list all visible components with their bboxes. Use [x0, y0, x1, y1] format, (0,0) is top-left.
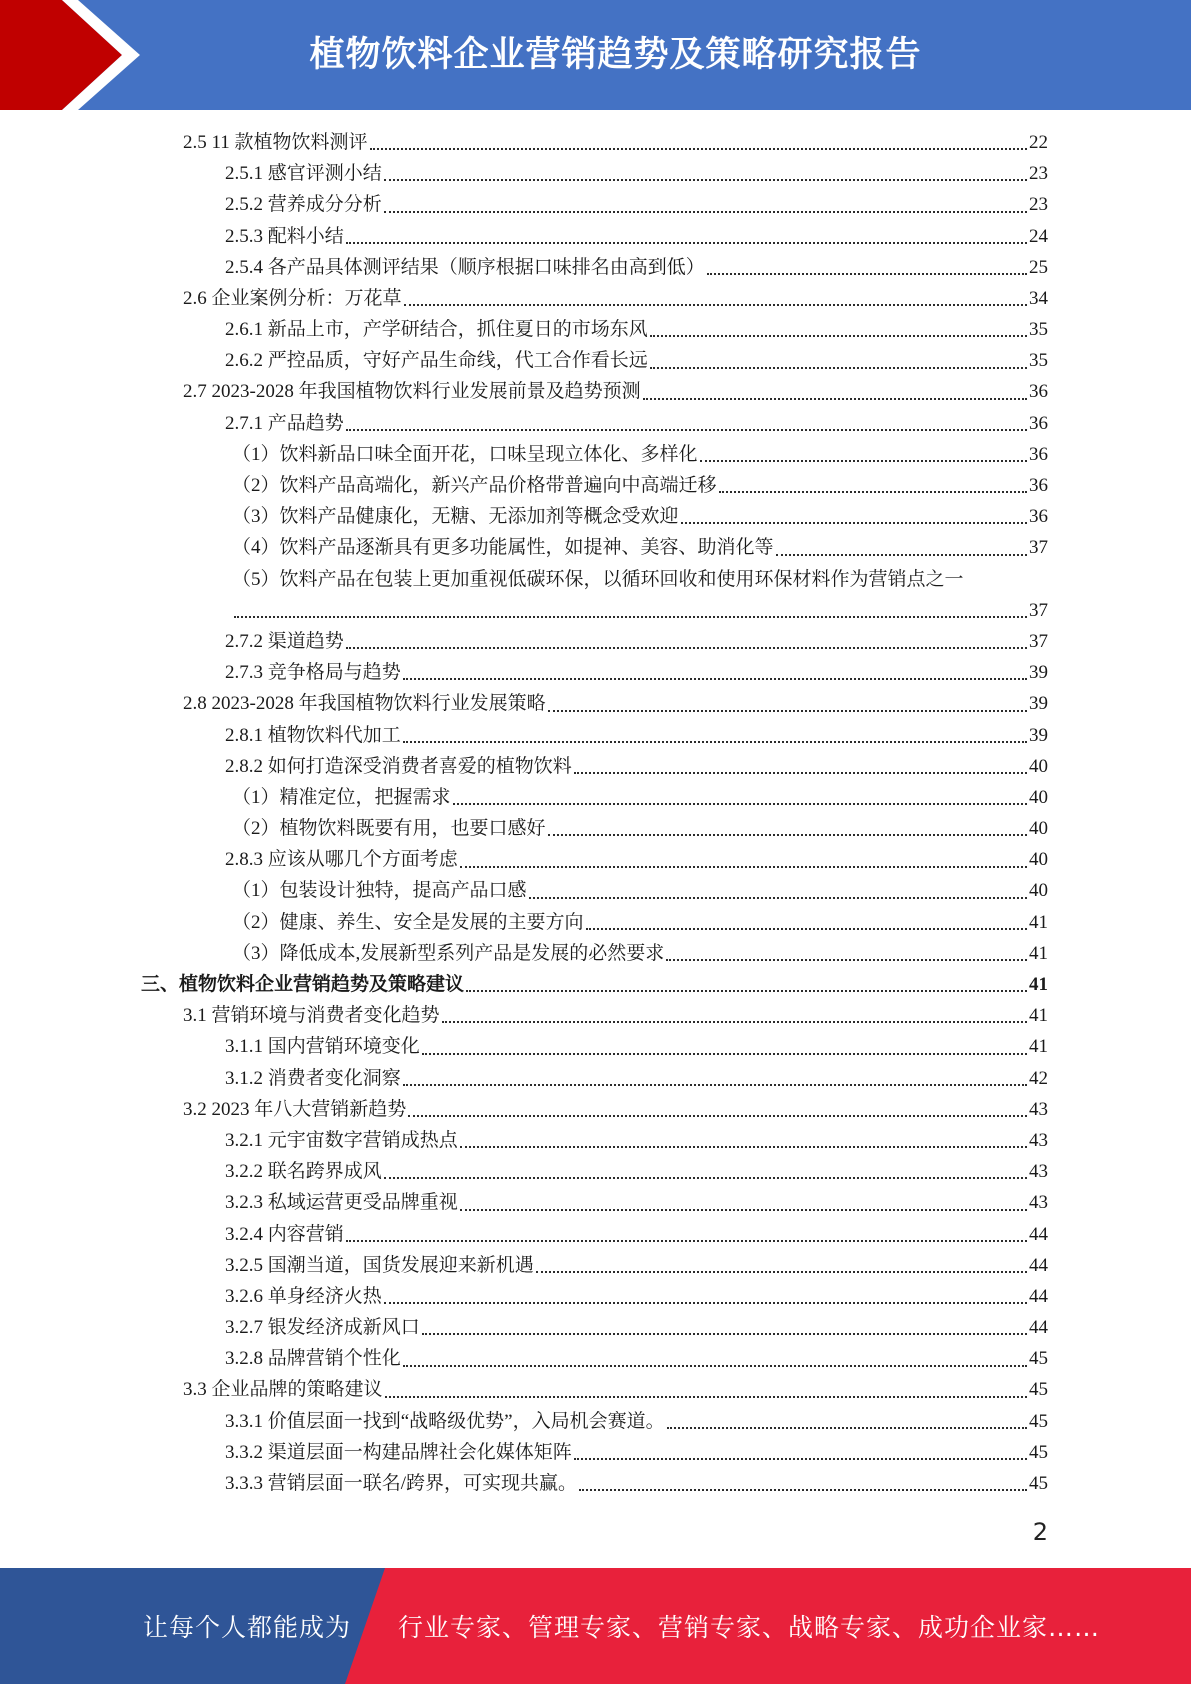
toc-entry-title: 2.7 2023-2028 年我国植物饮料行业发展前景及趋势预测	[183, 381, 641, 403]
toc-dot-leader	[442, 1020, 1027, 1023]
toc-entry-title: （5）饮料产品在包装上更加重视低碳环保，以循环回收和使用环保材料作为营销点之一	[232, 568, 964, 590]
toc-dot-leader	[404, 303, 1027, 306]
toc-entry[interactable]	[141, 813, 1048, 844]
toc-entry-page: 44	[1029, 1223, 1048, 1245]
toc-entry-title: 2.6 企业案例分析：万花草	[183, 287, 402, 309]
toc-dot-leader	[466, 989, 1027, 992]
toc-entry-title: 2.8.3 应该从哪几个方面考虑	[225, 849, 458, 871]
toc-dot-leader	[681, 521, 1027, 524]
toc-entry-title: 2.7.3 竞争格局与趋势	[225, 662, 401, 684]
toc-entry-title: 3.3.1 价值层面一找到“战略级优势”，入局机会赛道。	[225, 1410, 665, 1432]
toc-entry[interactable]	[141, 158, 1048, 189]
toc-entry-title: 2.5 11 款植物饮料测评	[183, 131, 368, 153]
toc-dot-leader	[707, 272, 1027, 275]
toc-dot-leader	[403, 740, 1027, 743]
toc-entry[interactable]	[141, 1000, 1048, 1031]
toc-dot-leader	[346, 241, 1027, 244]
toc-entry-title: 3.2.7 银发经济成新风口	[225, 1317, 420, 1339]
toc-dot-leader	[719, 490, 1027, 493]
toc-entry[interactable]	[141, 938, 1048, 969]
toc-entry-page: 22	[1029, 131, 1048, 153]
toc-entry-title: 2.5.1 感官评测小结	[225, 163, 382, 185]
toc-entry[interactable]	[141, 626, 1048, 657]
toc-entry-page: 23	[1029, 194, 1048, 216]
toc-entry-page: 37	[1029, 630, 1048, 652]
toc-entry[interactable]	[141, 844, 1048, 875]
page-number: 2	[1032, 1518, 1048, 1546]
toc-entry[interactable]	[141, 1343, 1048, 1374]
toc-entry-page: 35	[1029, 350, 1048, 372]
toc-entry-title: 2.5.4 各产品具体测评结果（顺序根据口味排名由高到低）	[225, 256, 705, 278]
toc-dot-leader	[460, 865, 1027, 868]
toc-dot-leader	[422, 1052, 1027, 1055]
toc-entry-page: 44	[1029, 1254, 1048, 1276]
toc-entry[interactable]	[141, 1219, 1048, 1250]
toc-entry-title: 3.3.3 营销层面一联名/跨界，可实现共赢。	[225, 1473, 578, 1495]
toc-dot-leader	[346, 646, 1027, 649]
toc-entry-title: （4）饮料产品逐渐具有更多功能属性，如提神、美容、助消化等	[232, 537, 774, 559]
toc-dot-leader	[403, 1083, 1027, 1086]
toc-entry[interactable]	[141, 1156, 1048, 1187]
toc-dot-leader	[643, 397, 1027, 400]
toc-dot-leader	[548, 833, 1027, 836]
toc-entry-page: 40	[1029, 880, 1048, 902]
toc-entry-page: 39	[1029, 662, 1048, 684]
toc-entry[interactable]	[141, 252, 1048, 283]
toc-entry[interactable]	[141, 1281, 1048, 1312]
toc-entry-page: 44	[1029, 1317, 1048, 1339]
toc-entry-page: 43	[1029, 1129, 1048, 1151]
toc-entry-title: 3.2.4 内容营销	[225, 1223, 344, 1245]
page-footer	[0, 1568, 1191, 1684]
toc-entry[interactable]	[141, 532, 1048, 563]
toc-entry-title: （1）饮料新品口味全面开花，口味呈现立体化、多样化	[232, 443, 698, 465]
toc-entry-page: 34	[1029, 287, 1048, 309]
toc-entry-page: 41	[1029, 1005, 1048, 1027]
toc-entry[interactable]	[141, 1437, 1048, 1468]
toc-dot-leader	[579, 1488, 1027, 1491]
toc-entry-page: 41	[1029, 942, 1048, 964]
toc-entry[interactable]	[141, 1468, 1048, 1499]
toc-entry[interactable]	[141, 876, 1048, 907]
table-of-contents	[141, 127, 1048, 1499]
toc-entry[interactable]	[141, 907, 1048, 938]
toc-entry-title: 2.6.1 新品上市，产学研结合，抓住夏日的市场东风	[225, 319, 648, 341]
toc-dot-leader	[422, 1332, 1027, 1335]
toc-dot-leader	[384, 1176, 1027, 1179]
toc-entry[interactable]	[141, 1125, 1048, 1156]
toc-entry-title: 3.3 企业品牌的策略建议	[183, 1379, 383, 1401]
toc-dot-leader	[408, 1114, 1027, 1117]
toc-entry-title: 2.8.1 植物饮料代加工	[225, 724, 401, 746]
toc-entry-page: 45	[1029, 1441, 1048, 1463]
toc-dot-leader	[574, 771, 1027, 774]
toc-dot-leader	[385, 1395, 1027, 1398]
footer-slogan-left: 让每个人都能成为	[143, 1613, 352, 1642]
toc-entry-title: 3.2.5 国潮当道，国货发展迎来新机遇	[225, 1254, 534, 1276]
toc-entry[interactable]	[141, 1375, 1048, 1406]
toc-entry-page: 45	[1029, 1348, 1048, 1370]
toc-entry-title: （1）精准定位，把握需求	[232, 786, 451, 808]
toc-entry-title: （2）饮料产品高端化，新兴产品价格带普遍向中高端迁移	[232, 475, 717, 497]
toc-dot-leader	[586, 927, 1027, 930]
toc-entry[interactable]	[141, 408, 1048, 439]
toc-entry-page: 45	[1029, 1473, 1048, 1495]
toc-entry-page: 43	[1029, 1192, 1048, 1214]
toc-entry-page: 42	[1029, 1067, 1048, 1089]
toc-entry-page: 40	[1029, 818, 1048, 840]
toc-dot-leader	[548, 709, 1027, 712]
toc-dot-leader	[700, 459, 1027, 462]
toc-entry-title: 3.1.1 国内营销环境变化	[225, 1036, 420, 1058]
toc-entry-title: 3.1 营销环境与消费者变化趋势	[183, 1005, 440, 1027]
toc-dot-leader	[384, 178, 1027, 181]
toc-entry-title: 2.7.1 产品趋势	[225, 412, 344, 434]
footer-slogan-right: 行业专家、管理专家、营销专家、战略专家、成功企业家……	[398, 1613, 1101, 1642]
toc-dot-leader	[776, 553, 1027, 556]
toc-entry-title: （1）包装设计独特，提高产品口感	[232, 880, 527, 902]
toc-entry[interactable]	[141, 564, 1048, 595]
toc-dot-leader	[536, 1270, 1027, 1273]
toc-dot-leader	[650, 334, 1027, 337]
toc-entry[interactable]	[141, 751, 1048, 782]
toc-entry-title: 2.8.2 如何打造深受消费者喜爱的植物饮料	[225, 755, 572, 777]
toc-entry-page: 36	[1029, 443, 1048, 465]
toc-entry-page: 44	[1029, 1285, 1048, 1307]
toc-entry-title: 3.3.2 渠道层面一构建品牌社会化媒体矩阵	[225, 1441, 572, 1463]
toc-entry-page: 43	[1029, 1098, 1048, 1120]
toc-dot-leader	[460, 1208, 1027, 1211]
toc-entry[interactable]	[141, 1187, 1048, 1218]
toc-entry[interactable]	[141, 127, 1048, 158]
toc-entry-page: 36	[1029, 381, 1048, 403]
toc-dot-leader	[346, 1239, 1027, 1242]
toc-entry[interactable]	[141, 314, 1048, 345]
toc-entry[interactable]	[141, 657, 1048, 688]
toc-dot-leader	[384, 210, 1027, 213]
toc-dot-leader	[370, 147, 1027, 150]
toc-entry-page: 25	[1029, 256, 1048, 278]
toc-entry-page: 40	[1029, 849, 1048, 871]
toc-entry-page: 37	[1029, 599, 1048, 621]
toc-entry-title: 3.2 2023 年八大营销新趋势	[183, 1098, 407, 1120]
toc-entry-title: （2）健康、养生、安全是发展的主要方向	[232, 911, 584, 933]
toc-entry-title: （3）饮料产品健康化，无糖、无添加剂等概念受欢迎	[232, 506, 679, 528]
toc-entry[interactable]	[141, 1406, 1048, 1437]
toc-entry-page: 35	[1029, 319, 1048, 341]
toc-entry-title: 3.2.6 单身经济火热	[225, 1285, 382, 1307]
toc-entry-title: 三、植物饮料企业营销趋势及策略建议	[141, 974, 465, 996]
toc-entry-page: 43	[1029, 1161, 1048, 1183]
toc-entry-title: 3.2.1 元宇宙数字营销成热点	[225, 1129, 458, 1151]
toc-entry-page: 45	[1029, 1410, 1048, 1432]
toc-entry-title: 2.7.2 渠道趋势	[225, 630, 344, 652]
toc-entry-page: 39	[1029, 724, 1048, 746]
toc-entry-page: 24	[1029, 225, 1048, 247]
header-chevron-decoration	[0, 0, 160, 110]
toc-entry-continuation[interactable]	[141, 595, 1048, 626]
toc-entry[interactable]	[141, 969, 1048, 1000]
toc-entry-page: 41	[1029, 911, 1048, 933]
toc-entry-page: 36	[1029, 412, 1048, 434]
toc-dot-leader	[403, 677, 1027, 680]
toc-entry-title: 3.2.3 私域运营更受品牌重视	[225, 1192, 458, 1214]
toc-dot-leader	[453, 802, 1027, 805]
toc-entry[interactable]	[141, 470, 1048, 501]
toc-entry-title: 3.2.8 品牌营销个性化	[225, 1348, 401, 1370]
toc-dot-leader	[346, 428, 1027, 431]
toc-entry-page: 40	[1029, 755, 1048, 777]
toc-entry-title: 2.5.2 营养成分分析	[225, 194, 382, 216]
toc-entry[interactable]	[141, 1250, 1048, 1281]
toc-entry[interactable]	[141, 1312, 1048, 1343]
toc-dot-leader	[666, 958, 1027, 961]
toc-entry-title: 2.5.3 配料小结	[225, 225, 344, 247]
toc-entry-title: （2）植物饮料既要有用，也要口感好	[232, 818, 546, 840]
toc-entry-title: 3.1.2 消费者变化洞察	[225, 1067, 401, 1089]
toc-entry[interactable]	[141, 377, 1048, 408]
toc-entry-page: 36	[1029, 506, 1048, 528]
toc-entry[interactable]	[141, 345, 1048, 376]
toc-dot-leader	[460, 1145, 1027, 1148]
toc-entry[interactable]	[141, 189, 1048, 220]
toc-entry[interactable]	[141, 782, 1048, 813]
page-header	[0, 0, 1191, 110]
toc-entry[interactable]	[141, 720, 1048, 751]
toc-dot-leader	[403, 1364, 1027, 1367]
toc-entry-page: 41	[1029, 1036, 1048, 1058]
toc-entry-title: 2.8 2023-2028 年我国植物饮料行业发展策略	[183, 693, 546, 715]
toc-entry-title: （3）降低成本,发展新型系列产品是发展的必然要求	[232, 942, 665, 964]
toc-entry[interactable]	[141, 501, 1048, 532]
toc-entry[interactable]	[141, 439, 1048, 470]
toc-entry-page: 23	[1029, 163, 1048, 185]
toc-entry[interactable]	[141, 688, 1048, 719]
toc-entry[interactable]	[141, 1094, 1048, 1125]
toc-dot-leader	[529, 896, 1027, 899]
toc-entry-page: 45	[1029, 1379, 1048, 1401]
toc-dot-leader	[234, 615, 1027, 618]
toc-entry-page: 39	[1029, 693, 1048, 715]
toc-entry-page: 37	[1029, 537, 1048, 559]
toc-entry[interactable]	[141, 1031, 1048, 1062]
toc-dot-leader	[384, 1301, 1027, 1304]
toc-entry-page: 41	[1029, 974, 1048, 996]
toc-entry[interactable]	[141, 221, 1048, 252]
toc-entry-page: 36	[1029, 475, 1048, 497]
toc-entry[interactable]	[141, 1063, 1048, 1094]
toc-entry-page: 40	[1029, 786, 1048, 808]
toc-entry-title: 3.2.2 联名跨界成风	[225, 1161, 382, 1183]
toc-dot-leader	[667, 1426, 1027, 1429]
toc-dot-leader	[574, 1457, 1027, 1460]
toc-entry[interactable]	[141, 283, 1048, 314]
toc-entry-title: 2.6.2 严控品质，守好产品生命线，代工合作看长远	[225, 350, 648, 372]
report-title: 植物饮料企业营销趋势及策略研究报告	[309, 35, 922, 75]
toc-dot-leader	[650, 366, 1027, 369]
